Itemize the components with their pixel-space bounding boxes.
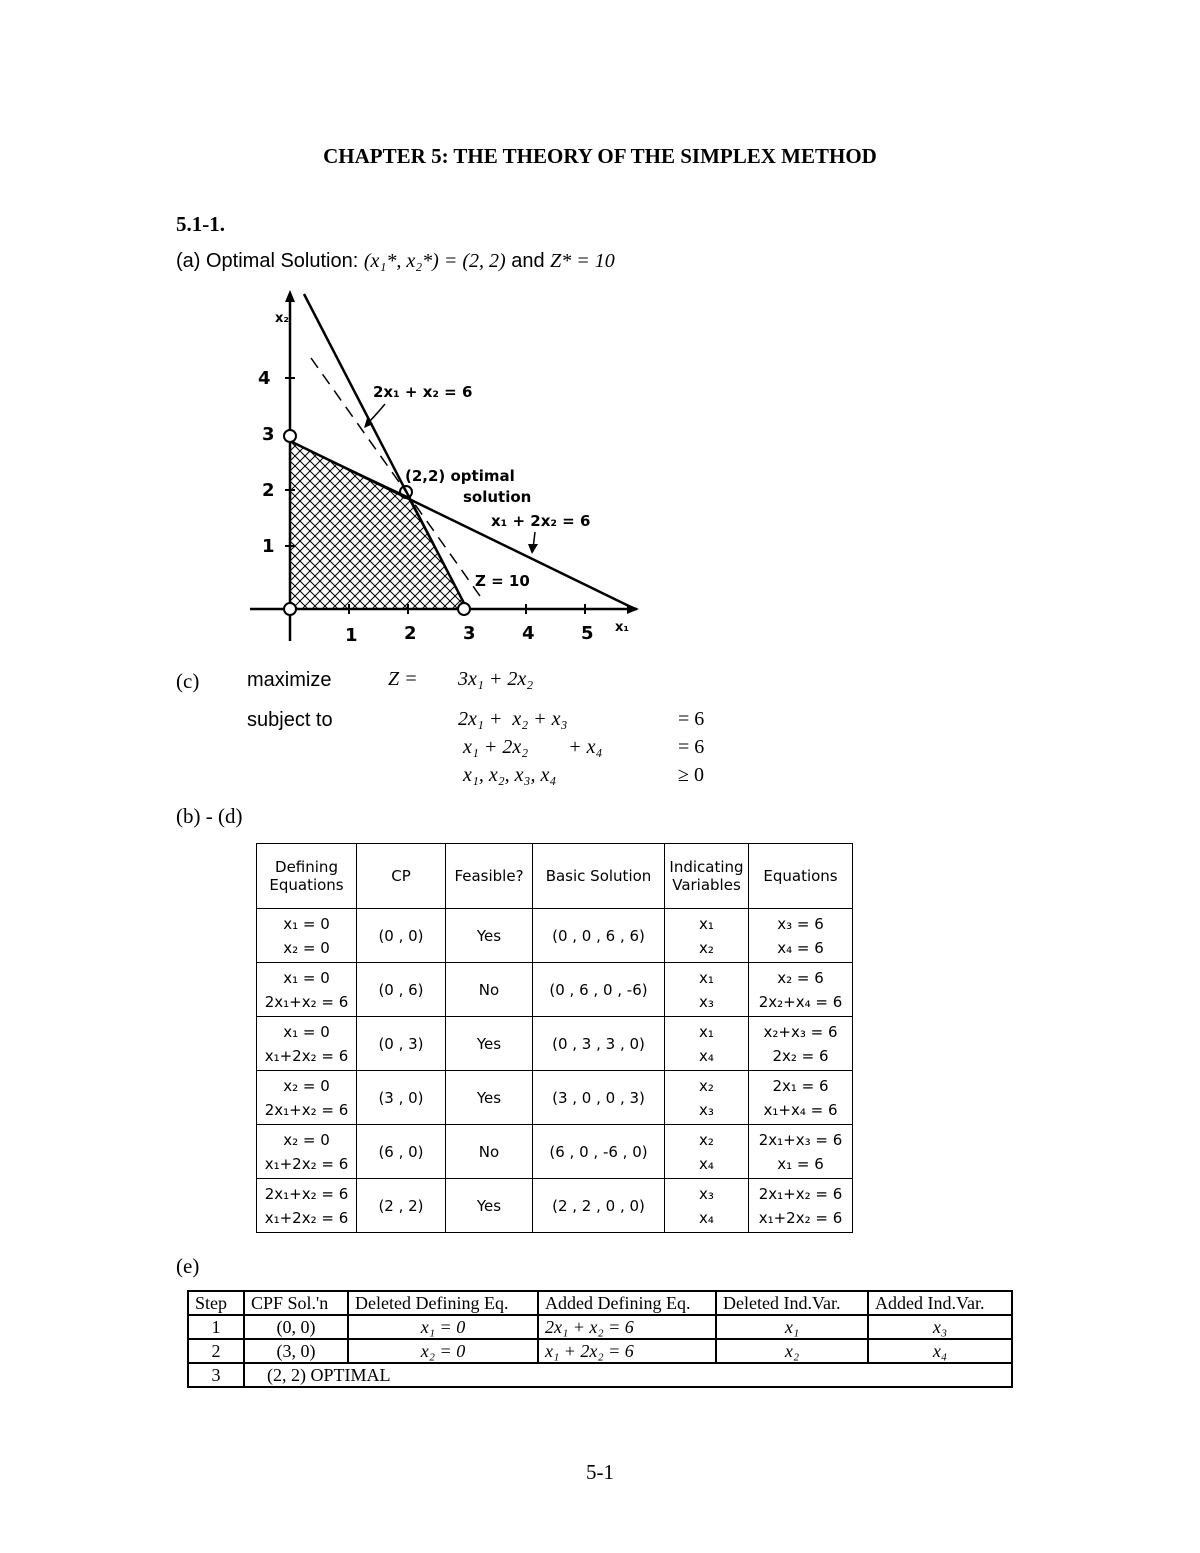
indicating-variables-cell: x₁ x₄ — [665, 1017, 749, 1071]
corner-point-table — [256, 843, 853, 1233]
cpf-cell: (0, 0) — [244, 1315, 348, 1339]
x-tick-label: 3 — [463, 623, 476, 644]
cp-cell: (3 , 0) — [357, 1071, 446, 1125]
table-header: Indicating Variables — [665, 844, 749, 909]
table-header: Added Defining Eq. — [538, 1291, 716, 1315]
table-header: Defining Equations — [257, 844, 357, 909]
y-axis-label: x₂ — [275, 311, 290, 326]
part-bd-label: (b) - (d) — [176, 804, 243, 828]
part-a-answer — [176, 250, 615, 273]
table-row — [257, 963, 853, 1017]
step-cell: 1 — [188, 1315, 244, 1339]
x-tick-label: 4 — [522, 623, 535, 644]
y-tick-label: 1 — [262, 536, 275, 557]
optimal-label: (2,2) optimal — [405, 467, 515, 485]
deleted-var-cell: x₂ — [716, 1339, 868, 1363]
y-axis-arrow — [285, 290, 295, 302]
feasible-cell: Yes — [446, 909, 533, 963]
y-tick-label: 3 — [262, 424, 275, 445]
basic-solution-cell: (2 , 2 , 0 , 0) — [533, 1179, 665, 1233]
table-header-row — [257, 844, 853, 909]
cp-cell: (6 , 0) — [357, 1125, 446, 1179]
constraint-eq-2-rhs: = 6 — [678, 736, 705, 758]
table-row — [257, 1125, 853, 1179]
constraint-2-label: x₁ + 2x₂ = 6 — [491, 512, 591, 530]
defining-equations-cell: x₁ = 0 x₂ = 0 — [257, 909, 357, 963]
constraint-1-label: 2x₁ + x₂ = 6 — [373, 383, 473, 401]
y-tick-label: 4 — [258, 368, 271, 389]
indicating-variables-cell: x₂ x₄ — [665, 1125, 749, 1179]
x-tick-label: 1 — [345, 625, 358, 646]
step-cell: 2 — [188, 1339, 244, 1363]
nonnegativity: x₁, x₂, x₃, x₄ — [458, 764, 557, 786]
table-header: CPF Sol.'n — [244, 1291, 348, 1315]
equations-cell: x₂ = 6 2x₂+x₄ = 6 — [749, 963, 853, 1017]
equations-cell: x₂+x₃ = 6 2x₂ = 6 — [749, 1017, 853, 1071]
indicating-variables-cell: x₃ x₄ — [665, 1179, 749, 1233]
constraint-2-arrowhead — [528, 544, 538, 554]
table-row — [257, 1179, 853, 1233]
cp-cell: (0 , 6) — [357, 963, 446, 1017]
equations-cell: 2x₁+x₃ = 6 x₁ = 6 — [749, 1125, 853, 1179]
table-header: Basic Solution — [533, 844, 665, 909]
x-axis-label: x₁ — [615, 620, 630, 635]
deleted-var-cell: x₁ — [716, 1315, 868, 1339]
objective-lhs: Z = — [388, 668, 418, 690]
cp-cell: (2 , 2) — [357, 1179, 446, 1233]
table-row — [188, 1363, 1012, 1387]
defining-equations-cell: x₂ = 0 x₁+2x₂ = 6 — [257, 1125, 357, 1179]
basic-solution-cell: (6 , 0 , -6 , 0) — [533, 1125, 665, 1179]
feasible-cell: Yes — [446, 1071, 533, 1125]
defining-equations-cell: x₁ = 0 x₁+2x₂ = 6 — [257, 1017, 357, 1071]
constraint-eq-1-rhs: = 6 — [678, 708, 705, 730]
added-var-cell: x₄ — [868, 1339, 1012, 1363]
feasible-region-graph — [245, 286, 645, 656]
table-header: Deleted Ind.Var. — [716, 1291, 868, 1315]
table-header-row — [188, 1291, 1012, 1315]
basic-solution-cell: (0 , 3 , 3 , 0) — [533, 1017, 665, 1071]
objective-rhs: 3x₁ + 2x₂ — [458, 668, 534, 690]
corner-point-origin — [284, 603, 296, 615]
table-row — [257, 1071, 853, 1125]
simplex-steps-table — [187, 1290, 1013, 1388]
table-header: Feasible? — [446, 844, 533, 909]
subject-to-label: subject to — [247, 709, 333, 731]
step-cell: 3 — [188, 1363, 244, 1387]
part-a-and: and — [511, 250, 545, 272]
table-header: Step — [188, 1291, 244, 1315]
part-e-label: (e) — [176, 1254, 200, 1278]
basic-solution-cell: (3 , 0 , 0 , 3) — [533, 1071, 665, 1125]
part-a-solution: (x₁*, x₂*) = (2, 2) — [363, 250, 506, 272]
x-tick-label: 2 — [404, 623, 417, 644]
defining-equations-cell: 2x₁+x₂ = 6 x₁+2x₂ = 6 — [257, 1179, 357, 1233]
deleted-eq-cell: x₂ = 0 — [348, 1339, 538, 1363]
table-row — [188, 1315, 1012, 1339]
optimal-row-cell: (2, 2) OPTIMAL — [244, 1363, 1012, 1387]
defining-equations-cell: x₂ = 0 2x₁+x₂ = 6 — [257, 1071, 357, 1125]
chapter-title: CHAPTER 5: THE THEORY OF THE SIMPLEX METHOD — [323, 144, 877, 168]
table-row — [257, 1017, 853, 1071]
part-c-label: (c) — [176, 669, 200, 693]
feasible-cell: No — [446, 1125, 533, 1179]
corner-point-0-3 — [284, 430, 296, 442]
basic-solution-cell: (0 , 0 , 6 , 6) — [533, 909, 665, 963]
equations-cell: x₃ = 6 x₄ = 6 — [749, 909, 853, 963]
defining-equations-cell: x₁ = 0 2x₁+x₂ = 6 — [257, 963, 357, 1017]
feasible-cell: No — [446, 963, 533, 1017]
table-header: CP — [357, 844, 446, 909]
section-number: 5.1-1. — [176, 212, 225, 236]
added-var-cell: x₃ — [868, 1315, 1012, 1339]
constraint-eq-2: x₁ + 2x₂ + x₄ — [458, 736, 603, 758]
y-tick-label: 2 — [262, 480, 275, 501]
table-row — [188, 1339, 1012, 1363]
part-a-label: (a) Optimal Solution: — [176, 250, 359, 272]
maximize-label: maximize — [247, 669, 332, 691]
table-header: Equations — [749, 844, 853, 909]
equations-cell: 2x₁+x₂ = 6 x₁+2x₂ = 6 — [749, 1179, 853, 1233]
constraint-eq-1: 2x₁ + x₂ + x₃ — [458, 708, 568, 730]
equations-cell: 2x₁ = 6 x₁+x₄ = 6 — [749, 1071, 853, 1125]
objective-label: Z = 10 — [475, 572, 530, 590]
cpf-cell: (3, 0) — [244, 1339, 348, 1363]
solution-label: solution — [463, 488, 532, 506]
part-a-z-value: Z* = 10 — [550, 250, 615, 272]
cp-cell: (0 , 0) — [357, 909, 446, 963]
feasible-cell: Yes — [446, 1179, 533, 1233]
corner-point-3-0 — [458, 603, 470, 615]
added-eq-cell: x₁ + 2x₂ = 6 — [538, 1339, 716, 1363]
cp-cell: (0 , 3) — [357, 1017, 446, 1071]
indicating-variables-cell: x₁ x₃ — [665, 963, 749, 1017]
table-header: Added Ind.Var. — [868, 1291, 1012, 1315]
x-tick-label: 5 — [581, 623, 594, 644]
basic-solution-cell: (0 , 6 , 0 , -6) — [533, 963, 665, 1017]
indicating-variables-cell: x₁ x₂ — [665, 909, 749, 963]
indicating-variables-cell: x₂ x₃ — [665, 1071, 749, 1125]
page-number: 5-1 — [586, 1460, 614, 1484]
nonnegativity-rhs: ≥ 0 — [678, 764, 704, 786]
added-eq-cell: 2x₁ + x₂ = 6 — [538, 1315, 716, 1339]
table-row — [257, 909, 853, 963]
feasible-cell: Yes — [446, 1017, 533, 1071]
deleted-eq-cell: x₁ = 0 — [348, 1315, 538, 1339]
table-header: Deleted Defining Eq. — [348, 1291, 538, 1315]
